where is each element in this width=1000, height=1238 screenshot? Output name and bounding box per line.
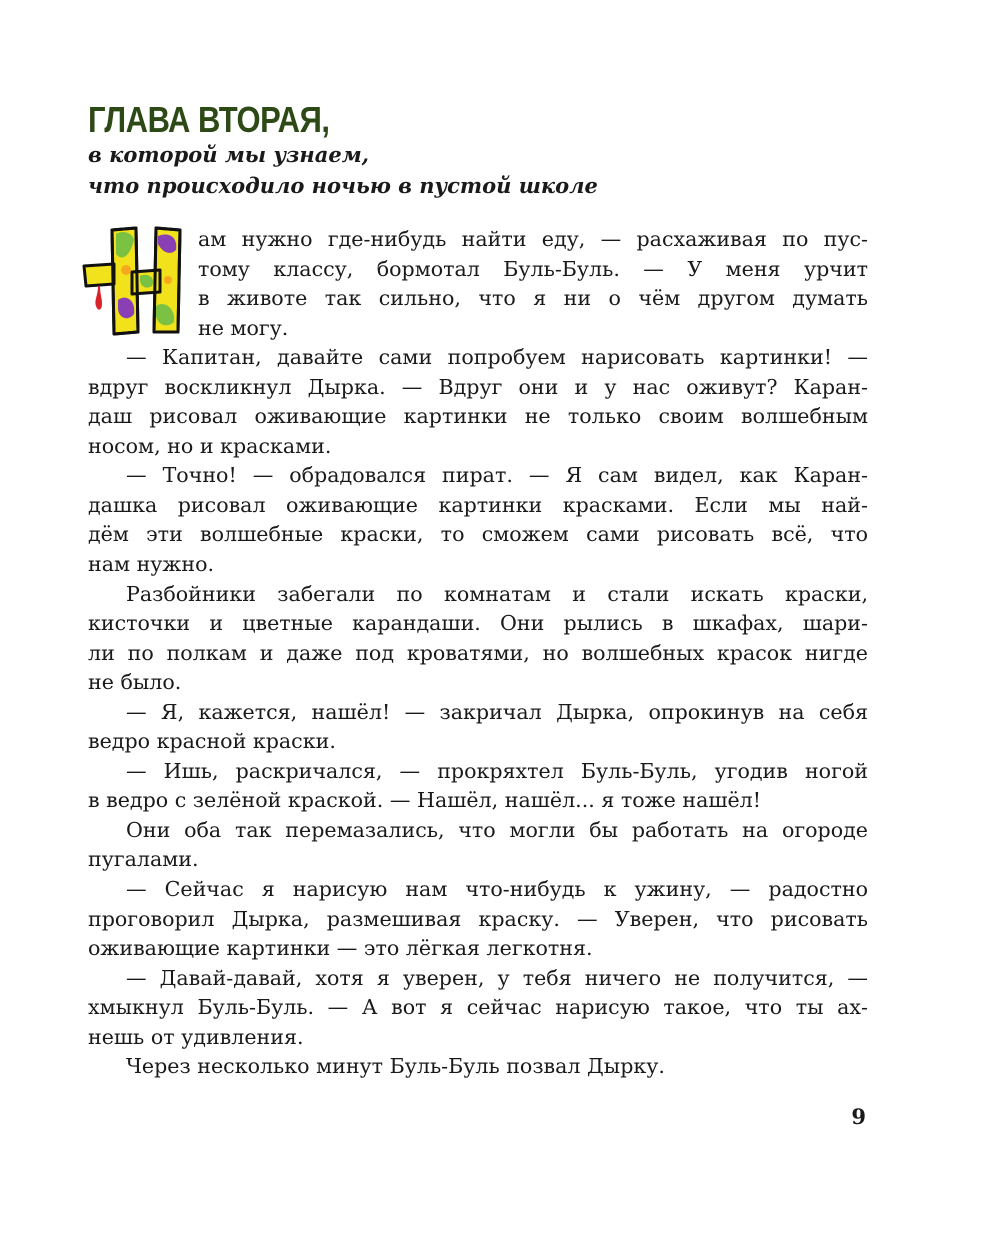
- text-line: ли по полкам и даже под кроватями, но волшебных красок нигде: [88, 640, 868, 665]
- text-line: кисточки и цветные карандаши. Они рылись в шкафах, шари-: [88, 611, 868, 636]
- text-line: пугалами.: [88, 847, 199, 872]
- book-page: [88, 0, 868, 1238]
- text-line: — Сейчас я нарисую нам что-нибудь к ужину, — радостно: [126, 877, 868, 902]
- text-line: носом, но и красками.: [88, 433, 332, 458]
- subtitle-line: в которой мы узнаем,: [88, 142, 369, 167]
- text-line: дашка рисовал оживающие картинки красками. Если мы най-: [88, 492, 868, 517]
- text-line: ведро красной краски.: [88, 729, 336, 754]
- text-line: вдруг воскликнул Дырка. — Вдруг они и у нас оживут? Каран-: [88, 374, 868, 399]
- page-number: 9: [851, 1104, 866, 1129]
- text-line: — Я, кажется, нашёл! — закричал Дырка, опрокинув на себя: [126, 699, 868, 724]
- text-line: в ведро с зелёной краской. — Нашёл, нашёл... я тоже нашёл!: [88, 788, 762, 813]
- text-line: Через несколько минут Буль-Буль позвал Дырку.: [126, 1054, 665, 1079]
- text-line: — Капитан, давайте сами попробуем нарисовать картинки! —: [126, 345, 868, 370]
- text-line: нам нужно.: [88, 552, 215, 577]
- chapter-title: ГЛАВА ВТОРАЯ,: [88, 99, 330, 140]
- chapter-body: [88, 225, 868, 1082]
- chapter-subtitle: [88, 139, 598, 201]
- text-line: даш рисовал оживающие картинки не только своим волшебным: [88, 404, 868, 429]
- text-line: — Точно! — обрадовался пират. — Я сам видел, как Каран-: [126, 463, 868, 488]
- subtitle-line: что происходило ночью в пустой школе: [88, 173, 598, 198]
- text-line: Разбойники забегали по комнатам и стали искать краски,: [126, 581, 868, 606]
- text-line: ам нужно где-нибудь найти еду, — расхаживая по пус-: [198, 227, 868, 251]
- text-line: нешь от удивления.: [88, 1024, 304, 1049]
- text-line: дём эти волшебные краски, то сможем сами рисовать всё, что: [88, 522, 868, 547]
- text-line: не могу.: [198, 315, 289, 340]
- text-line: — Ишь, раскричался, — прокряхтел Буль-Буль, угодив ногой: [126, 758, 868, 783]
- text-line: тому классу, бормотал Буль-Буль. — У меня урчит: [198, 256, 868, 281]
- text-line: — Давай-давай, хотя я уверен, у тебя ничего не получится, —: [126, 965, 868, 990]
- text-line: хмыкнул Буль-Буль. — А вот я сейчас нарисую такое, что ты ах-: [88, 995, 868, 1020]
- text-line: не было.: [88, 670, 182, 695]
- text-line: проговорил Дырка, размешивая краску. — Уверен, что рисовать: [88, 906, 868, 931]
- text-line: оживающие картинки — это лёгкая легкотня.: [88, 936, 593, 961]
- text-line: Они оба так перемазались, что могли бы работать на огороде: [126, 817, 868, 842]
- text-line: в животе так сильно, что я ни о чём другом думать: [198, 286, 868, 311]
